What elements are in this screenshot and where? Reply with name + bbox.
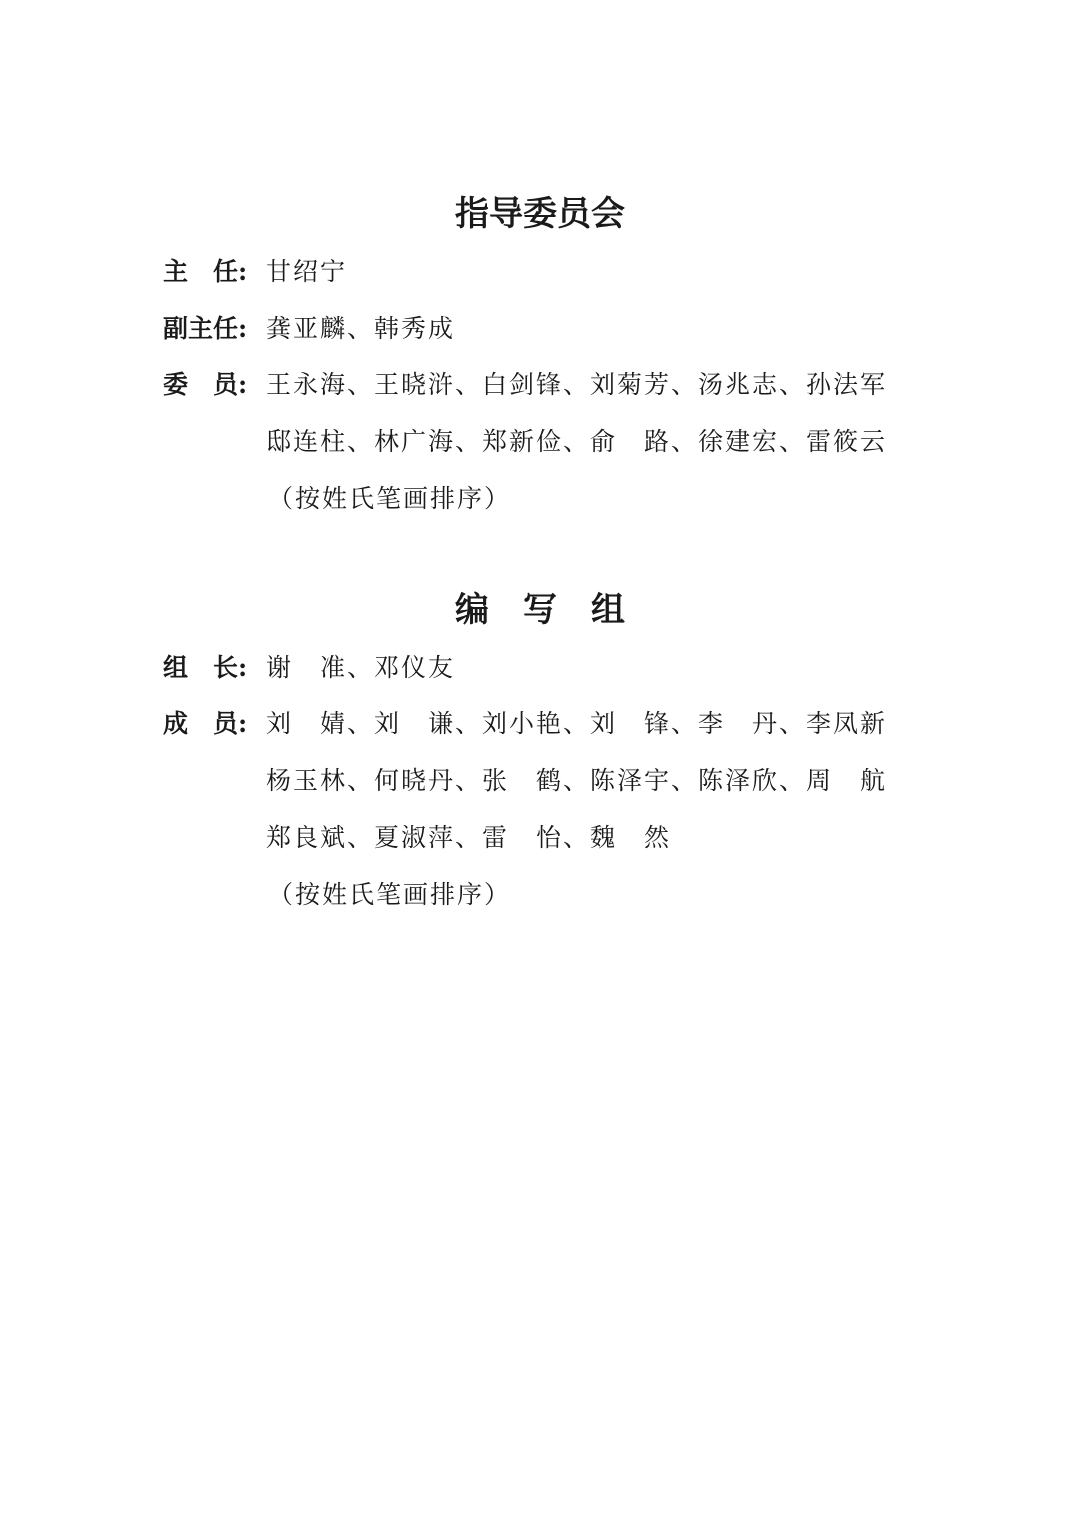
writing-group-members-line: 杨玉林、何晓丹、张 鹤、陈泽宇、陈泽欣、周 航 bbox=[266, 766, 888, 795]
committee-members-label: 委 员: bbox=[163, 370, 248, 399]
writing-group-leaders-row bbox=[163, 650, 863, 686]
committee-deputy-row bbox=[163, 311, 863, 347]
committee-members-line: 王永海、王晓浒、白剑锋、刘菊芳、汤兆志、孙法军 bbox=[266, 370, 888, 399]
committee-members-line: 邸连柱、林广海、郑新俭、俞 路、徐建宏、雷筱云 bbox=[266, 427, 888, 456]
committee-director-row bbox=[163, 254, 863, 290]
director-names: 甘绍宁 bbox=[266, 257, 348, 286]
director-label: 主 任: bbox=[163, 257, 248, 286]
committee-members-row bbox=[163, 367, 888, 403]
writing-group-members-line: 郑良斌、夏淑萍、雷 怡、魏 然 bbox=[266, 823, 672, 852]
writing-group-title: 编 写 组 bbox=[455, 590, 625, 630]
committee-order-note: （按姓氏笔画排序） bbox=[268, 484, 512, 513]
deputy-director-label: 副主任: bbox=[163, 314, 248, 343]
committee-title: 指导委员会 bbox=[455, 194, 625, 234]
writing-group-members-line: 刘 婧、刘 谦、刘小艳、刘 锋、李 丹、李凤新 bbox=[266, 709, 888, 738]
deputy-director-names: 龚亚麟、韩秀成 bbox=[266, 314, 456, 343]
writing-group-members-row bbox=[163, 706, 888, 742]
writing-group-members-label: 成 员: bbox=[163, 709, 248, 738]
leaders-label: 组 长: bbox=[163, 653, 248, 682]
leaders-names: 谢 准、邓仪友 bbox=[266, 653, 456, 682]
writing-group-order-note: （按姓氏笔画排序） bbox=[268, 880, 512, 909]
